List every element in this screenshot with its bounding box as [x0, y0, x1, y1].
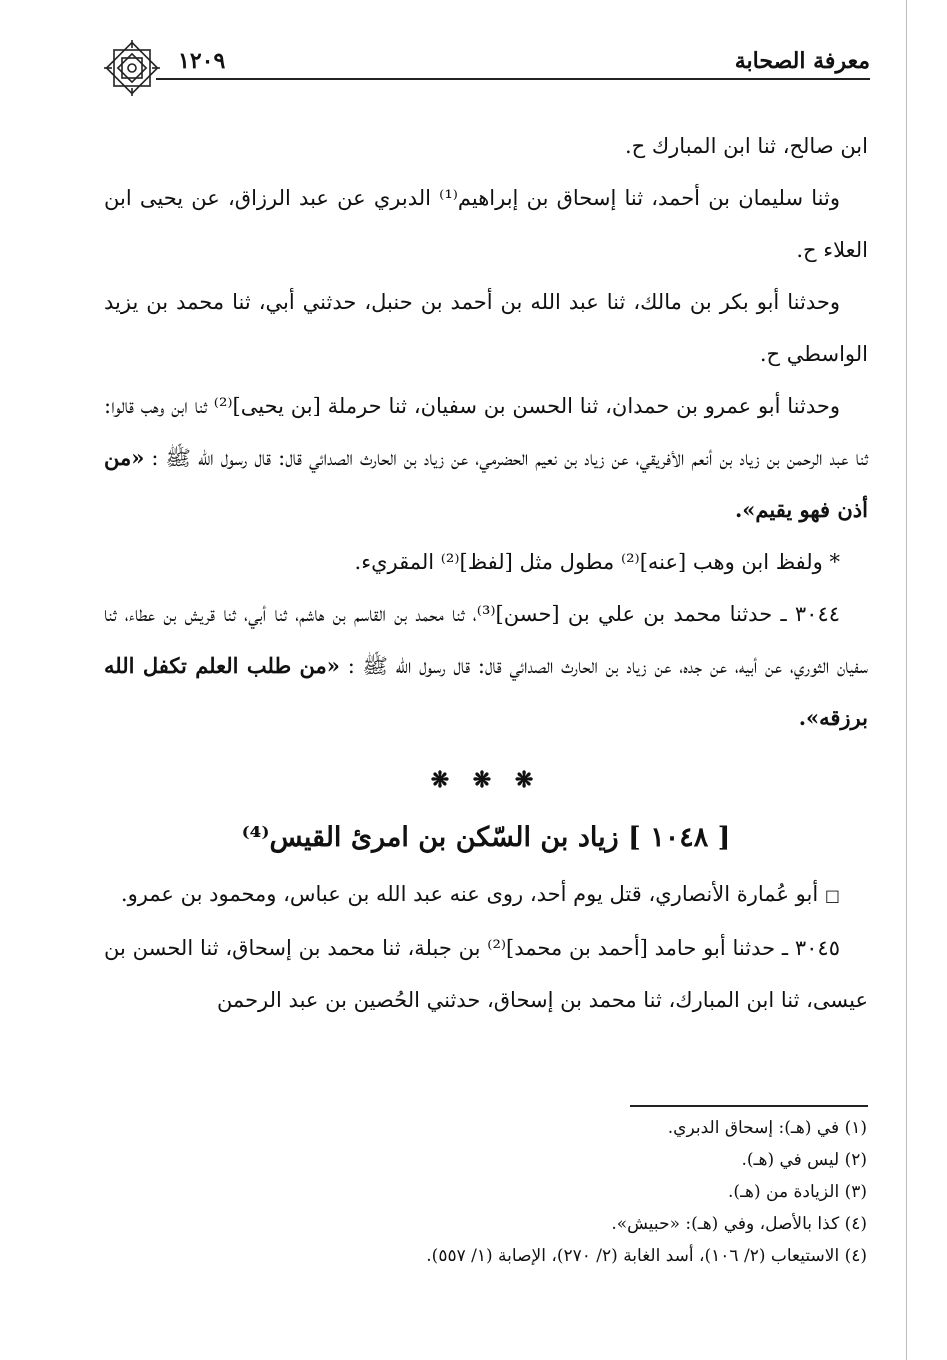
paragraph-text: وحدثنا أبو عمرو بن حمدان، ثنا الحسن بن سفيان، ثنا حرملة [بن يحيى]⁽²⁾ ثنا ابن وهب قالوا: ثنا عبد الرحمن بن زياد بن أنعم الأفريقي، عن زياد بن نعيم الحضرمي، عن زياد بن الحارث الصدائي قال: قال رسول الله ﷺ : [104, 394, 868, 470]
page-number: ١٢٠٩ [178, 48, 226, 74]
section-title: [ ١٠٤٨ ] زياد بن السّكن بن امرئ القيس⁽⁴⁾ [241, 822, 731, 853]
star-ornament-icon [100, 36, 164, 100]
paragraph: ابن صالح، ثنا ابن المبارك ح. [624, 134, 868, 158]
paragraph [104, 868, 868, 922]
paragraph [104, 380, 868, 536]
page-header [100, 36, 870, 96]
footnote: (٤) كذا بالأصل، وفي (هـ): «حبيش». [611, 1214, 867, 1234]
paragraph-text: ٣٠٤٤ ـ حدثنا محمد بن علي بن [حسن]⁽³⁾، ثنا محمد بن القاسم بن هاشم، ثنا أبي، ثنا قريش بن عطاء، ثنا سفيان الثوري، عن أبيه، عن جده، عن زياد بن الحارث الصدائي قال: قال رسول الله ﷺ : [104, 602, 868, 678]
footnote-rule [630, 1105, 868, 1107]
book-title: معرفة الصحابة [734, 48, 870, 74]
separator-stars: ❋ ❋ ❋ [430, 767, 542, 793]
paragraph-text: أبو عُمارة الأنصاري، قتل يوم أحد، روى عنه عبد الله بن عباس، ومحمود بن عمرو. [120, 882, 819, 906]
footnote: (٤) الاستيعاب (٢/ ١٠٦)، أسد الغابة (٢/ ٢٧٠)، الإصابة (١/ ٥٥٧). [426, 1246, 867, 1266]
paragraph: ٣٠٤٥ ـ حدثنا أبو حامد [أحمد بن محمد]⁽²⁾ بن جبلة، ثنا محمد بن إسحاق، ثنا الحسن بن عيسى، ثنا ابن المبارك، ثنا محمد بن إسحاق، حدثني الحُصين بن عبد الرحمن [104, 936, 868, 1012]
footnote: (١) في (هـ): إسحاق الدبري. [667, 1118, 867, 1138]
hadith-quote: «من أذن فهو يقيم». [104, 445, 868, 522]
footnotes [307, 1112, 867, 1272]
footnote: (٣) الزيادة من (هـ). [728, 1182, 867, 1202]
paragraph: وثنا سليمان بن أحمد، ثنا إسحاق بن إبراهيم⁽¹⁾ الدبري عن عبد الرزاق، عن يحيى ابن العلاء ح. [104, 186, 868, 262]
paragraph: * ولفظ ابن وهب [عنه]⁽²⁾ مطول مثل [لفظ]⁽²⁾ المقريء. [354, 550, 840, 574]
paragraph: وحدثنا أبو بكر بن مالك، ثنا عبد الله بن أحمد بن حنبل، حدثني أبي، ثنا محمد بن يزيد الواسطي ح. [104, 290, 868, 366]
main-text [104, 120, 868, 1026]
paragraph [104, 588, 868, 744]
page-edge-line [906, 0, 907, 1360]
header-rule [156, 78, 870, 80]
box-mark-icon: □ [824, 886, 840, 905]
hadith-quote: «من طلب العلم تكفل الله برزقه». [104, 653, 868, 730]
footnote: (٢) ليس في (هـ). [741, 1150, 867, 1170]
